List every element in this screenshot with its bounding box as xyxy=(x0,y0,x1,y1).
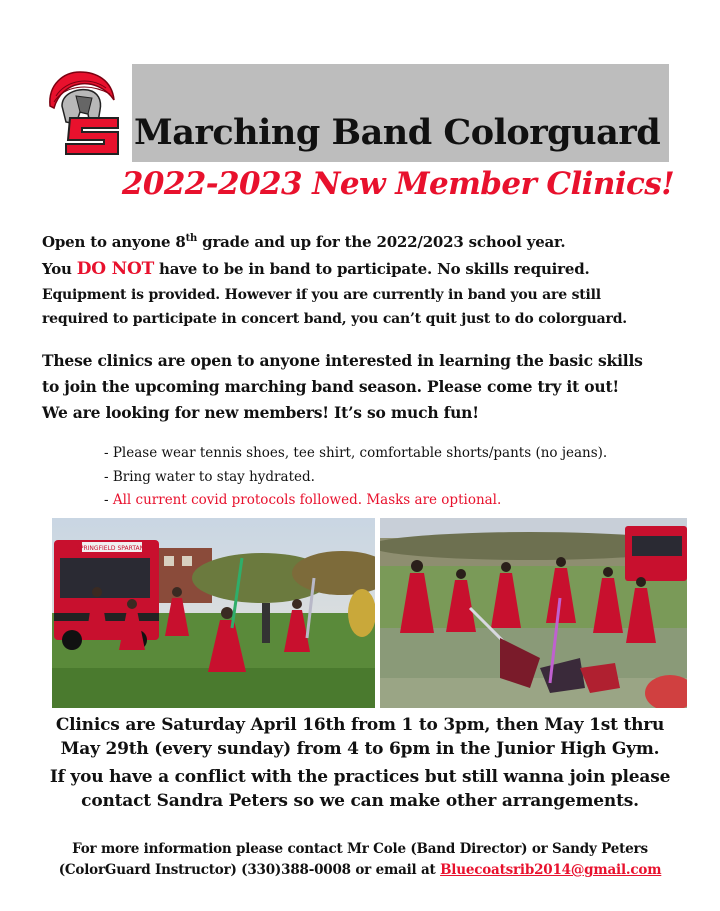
description-line: These clinics are open to anyone interested in learning the basic skills xyxy=(42,351,643,370)
schedule-paragraph xyxy=(0,713,720,813)
covid-note: All current covid protocols followed. Masks are optional. xyxy=(112,492,502,508)
bullet-dash: - xyxy=(104,492,113,508)
schedule-line: If you have a conflict with the practices but still wanna join please xyxy=(49,767,671,787)
list-item: - Bring water to stay hydrated. xyxy=(104,468,315,485)
page-subtitle: 2022-2023 New Member Clinics! xyxy=(121,166,675,202)
intro-paragraph xyxy=(42,229,692,331)
do-not-emphasis: DO NOT xyxy=(76,259,155,279)
schedule-line: May 29th (every sunday) from 4 to 6pm in the Junior High Gym. xyxy=(60,739,660,759)
page-title: Marching Band Colorguard xyxy=(134,112,661,153)
intro-line2-rest: have to be in band to participate. No skills required. xyxy=(154,260,590,278)
footer-line: (ColorGuard Instructor) (330)388-0008 or email at xyxy=(58,862,441,878)
description-line: to join the upcoming marching band season. Please come try it out! xyxy=(42,377,620,396)
intro-line3: Equipment is provided. However if you are currently in band you are still xyxy=(42,287,601,303)
description-line: We are looking for new members! It’s so much fun! xyxy=(42,403,479,422)
intro-line1: Open to anyone 8 xyxy=(42,233,186,251)
intro-line4: required to participate in concert band, you can’t quit just to do colorguard. xyxy=(42,311,627,327)
colorguard-bus-photo xyxy=(52,518,375,708)
list-item xyxy=(104,489,684,513)
intro-line2: You xyxy=(42,260,77,278)
superscript: th xyxy=(185,233,198,244)
email-link[interactable]: Bluecoatsrib2014@gmail.com xyxy=(440,862,662,878)
svg-text:SPRINGFIELD SPARTANS: SPRINGFIELD SPARTANS xyxy=(76,545,148,552)
list-item: - Please wear tennis shoes, tee shirt, comfortable shorts/pants (no jeans). xyxy=(104,445,608,461)
description-paragraph xyxy=(42,348,702,426)
colorguard-flags-photo xyxy=(380,518,687,708)
schedule-line: Clinics are Saturday April 16th from 1 to 3pm, then May 1st thru xyxy=(55,715,665,735)
svg-text:S: S xyxy=(40,66,41,67)
footer-line: For more information please contact Mr Cole (Band Director) or Sandy Peters xyxy=(72,841,648,857)
intro-line1-rest: grade and up for the 2022/2023 school year. xyxy=(197,233,566,251)
contact-footer xyxy=(0,839,720,881)
spartan-logo xyxy=(40,66,124,156)
requirements-list xyxy=(104,442,684,513)
schedule-line: contact Sandra Peters so we can make other arrangements. xyxy=(81,791,639,811)
